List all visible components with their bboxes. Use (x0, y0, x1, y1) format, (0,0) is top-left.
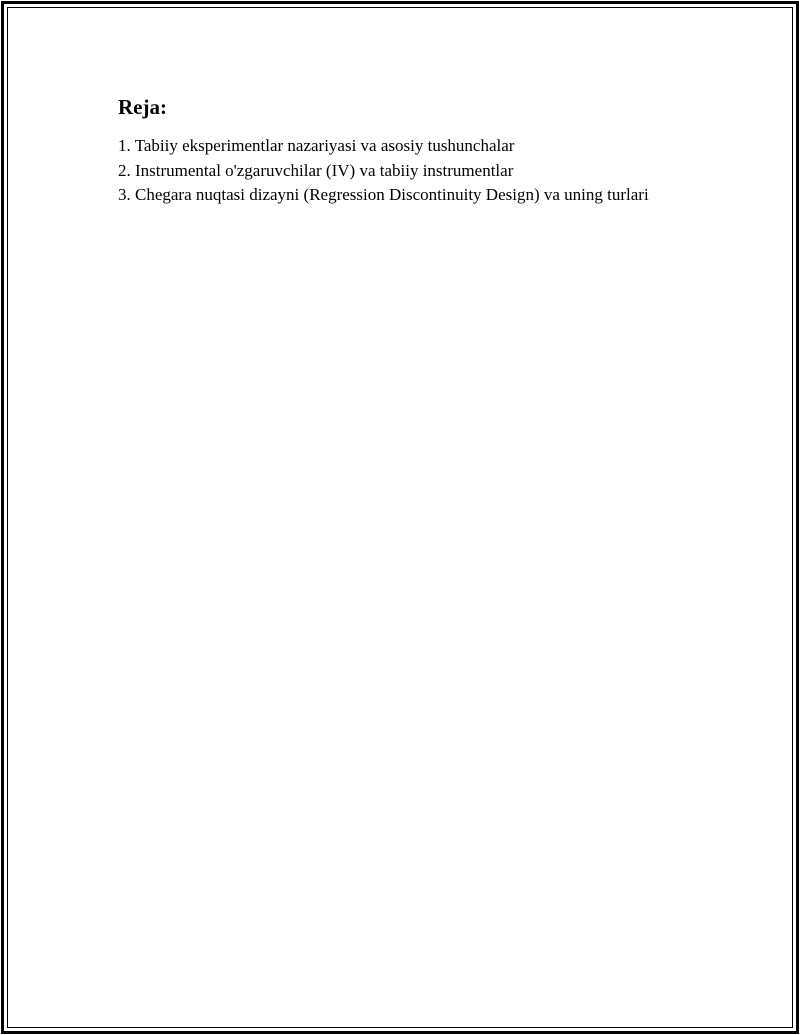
page-content (118, 94, 658, 208)
plan-item: 2. Instrumental o'zgaruvchilar (IV) va tabiiy instrumentlar (118, 160, 514, 180)
plan-item: 3. Chegara nuqtasi dizayni (Regression Discontinuity Design) va uning turlari (118, 185, 649, 204)
plan-item: 1. Tabiiy eksperimentlar nazariyasi va asosiy tushunchalar (118, 136, 515, 155)
plan-heading: Reja: (118, 95, 167, 119)
plan-list (118, 134, 658, 208)
